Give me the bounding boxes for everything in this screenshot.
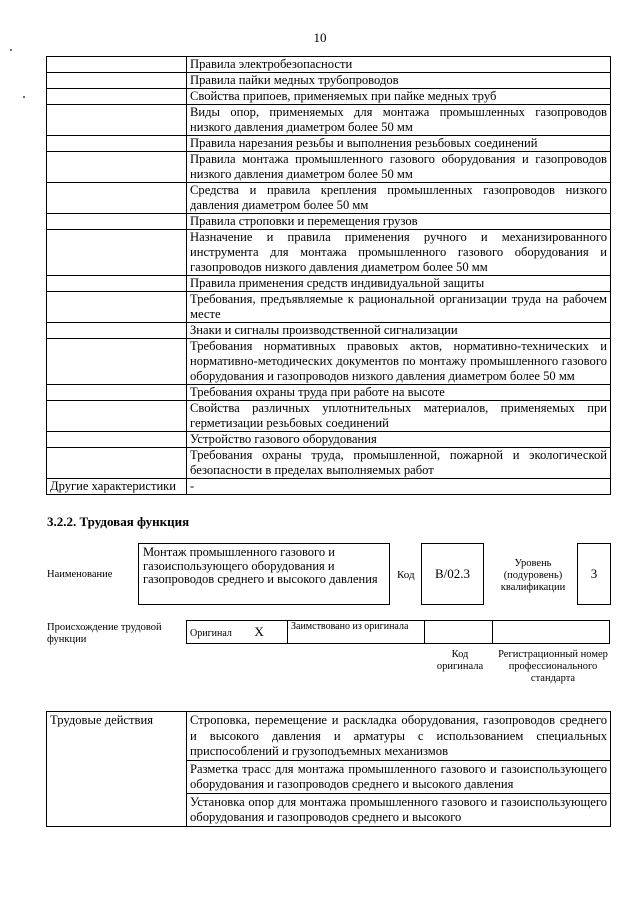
row-label-cell (47, 323, 187, 339)
row-label-cell (47, 432, 187, 448)
table-row (47, 448, 611, 479)
row-label-cell (47, 401, 187, 432)
row-label-cell (47, 152, 187, 183)
row-text-cell: Правила строповки и перемещения грузов (187, 214, 611, 230)
table-row (47, 339, 611, 385)
row-text-cell: Средства и правила крепления промышленных газопроводов низкого давления диаметром более 50 мм (187, 183, 611, 214)
row-text-cell: Свойства припоев, применяемых при пайке медных труб (187, 89, 611, 105)
row-label-cell (47, 230, 187, 276)
reg-number-cell (493, 621, 610, 644)
knowledge-table (46, 56, 611, 495)
table-row (47, 292, 611, 323)
labor-actions-body (47, 712, 611, 827)
row-label-cell (47, 385, 187, 401)
original-mark: X (254, 624, 264, 639)
page-number: 10 (313, 30, 327, 45)
knowledge-table-body (47, 57, 611, 495)
action-item-cell: Разметка трасс для монтажа промышленного газового и газоиспользующего оборудования и газопроводов среднего и высокого давления (187, 760, 611, 793)
origin-table (186, 620, 610, 644)
table-row (47, 89, 611, 105)
row-label-cell (47, 214, 187, 230)
row-text-cell: Правила применения средств индивидуальной защиты (187, 276, 611, 292)
table-row (47, 152, 611, 183)
row-text-cell: Устройство газового оборудования (187, 432, 611, 448)
action-item-cell: Строповка, перемещение и раскладка оборудования, газопроводов среднего и высокого давления и арматуры с использованием специальных приспособлений и грузоподъемных механизмов (187, 712, 611, 761)
row-text-cell: Правила пайки медных трубопроводов (187, 73, 611, 89)
row-text-cell: - (187, 479, 611, 495)
qualification-level-box: 3 (577, 543, 611, 605)
row-text-cell: Требования нормативных правовых актов, нормативно-технических и нормативно-методических документов по монтажу промышленного газового оборудования и газопроводов низкого давления диаметром более 50 мм (187, 339, 611, 385)
row-label-cell (47, 292, 187, 323)
row-text-cell: Требования охраны труда при работе на высоте (187, 385, 611, 401)
row-text-cell: Правила электробезопасности (187, 57, 611, 73)
row-label-cell (47, 105, 187, 136)
table-row (47, 105, 611, 136)
scan-speck (23, 96, 25, 98)
table-row (47, 276, 611, 292)
function-name-box: Монтаж промышленного газового и газоиспользующего оборудования и газопроводов среднего и высокого давления (138, 543, 390, 605)
row-label-cell (47, 57, 187, 73)
function-code-box: B/02.3 (421, 543, 484, 605)
code-label: Код (397, 569, 415, 581)
table-row (47, 401, 611, 432)
table-row (47, 323, 611, 339)
table-row (47, 73, 611, 89)
origin-code-caption: Код оригинала (436, 649, 484, 672)
table-row (47, 136, 611, 152)
row-label-cell (47, 183, 187, 214)
qualification-level-label: Уровень (подуровень) квалификации (500, 558, 566, 593)
scan-speck (10, 49, 12, 51)
action-item-cell: Установка опор для монтажа промышленного газового и газоиспользующего оборудования и газопроводов среднего и высокого (187, 793, 611, 826)
table-row (47, 57, 611, 73)
origin-code-cell (425, 621, 493, 644)
borrowed-cell: Заимствовано из оригинала (288, 621, 425, 644)
row-text-cell: Требования, предъявляемые к рациональной организации труда на рабочем месте (187, 292, 611, 323)
row-text-cell: Назначение и правила применения ручного и механизированного инструмента для монтажа промышленного газового оборудования и газопроводов низкого давления диаметром более 50 мм (187, 230, 611, 276)
row-text-cell: Знаки и сигналы производственной сигнализации (187, 323, 611, 339)
row-label-cell (47, 448, 187, 479)
row-label-cell (47, 339, 187, 385)
row-label-cell: Другие характеристики (47, 479, 187, 495)
row-label-cell (47, 73, 187, 89)
row-label-cell (47, 89, 187, 105)
row-text-cell: Правила нарезания резьбы и выполнения резьбовых соединений (187, 136, 611, 152)
original-cell (187, 621, 288, 644)
row-label-cell (47, 136, 187, 152)
labor-actions-table (46, 711, 611, 827)
table-row (47, 479, 611, 495)
table-row (47, 712, 611, 761)
table-row (47, 432, 611, 448)
table-row (47, 183, 611, 214)
reg-number-caption: Регистрационный номер профессионального стандарта (498, 649, 608, 684)
actions-label-cell: Трудовые действия (47, 712, 187, 827)
section-heading: 3.2.2. Трудовая функция (47, 514, 190, 529)
table-row (47, 230, 611, 276)
original-label: Оригинал (190, 628, 232, 639)
origin-label: Происхождение трудовой функции (47, 622, 162, 645)
row-text-cell: Правила монтажа промышленного газового оборудования и газопроводов низкого давления диаметром более 50 мм (187, 152, 611, 183)
name-label: Наименование (47, 569, 113, 580)
row-text-cell: Виды опор, применяемых для монтажа промышленных газопроводов низкого давления диаметром более 50 мм (187, 105, 611, 136)
row-label-cell (47, 276, 187, 292)
row-text-cell: Требования охраны труда, промышленной, пожарной и экологической безопасности в пределах выполняемых работ (187, 448, 611, 479)
row-text-cell: Свойства различных уплотнительных материалов, применяемых при герметизации резьбовых соединений (187, 401, 611, 432)
table-row (47, 385, 611, 401)
table-row (47, 214, 611, 230)
